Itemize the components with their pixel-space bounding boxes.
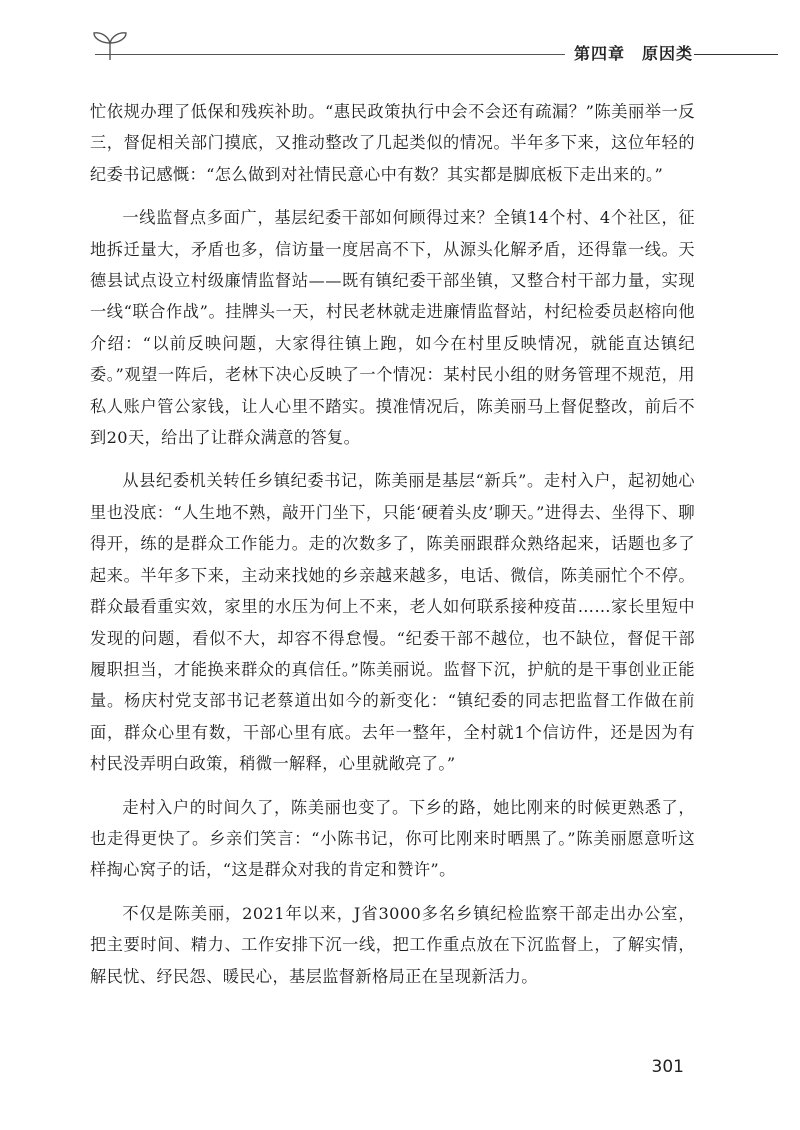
header-rule-right [694, 54, 778, 55]
paragraph-3: 从县纪委机关转任乡镇纪委书记，陈美丽是基层“新兵”。走村入户，起初她心里也没底：“人生地不熟，敲开门坐下，只能‘硬着头皮’聊天。”进得去、坐得下、聊得开，练的是群众工作能力。走的次数多了，陈美丽跟群众熟络起来，话题也多了起来。半年多下来，主动来找她的乡亲越来越多，电话、微信，陈美丽忙个不停。群众最看重实效，家里的水压为何上不来，老人如何联系接种疫苗……家长里短中发现的问题，看似不大，却容不得怠慢。“纪委干部不越位，也不缺位，督促干部履职担当，才能换来群众的真信任。”陈美丽说。监督下沉，护航的是干事创业正能量。杨庆村党支部书记老蔡道出如今的新变化：“镇纪委的同志把监督工作做在前面，群众心里有数，干部心里有底。去年一整年，全村就1个信访件，还是因为有村民没弄明白政策，稍微一解释，心里就敞亮了。” [90, 471, 695, 774]
chapter-title: 第四章 原因类 [574, 44, 694, 63]
page-number: 301 [651, 1057, 684, 1077]
sprout-icon [88, 28, 132, 62]
page-header [0, 0, 800, 90]
paragraph-2: 一线监督点多面广，基层纪委干部如何顾得过来？全镇14个村、4个社区，征地拆迁量大，矛盾也多，信访量一度居高不下，从源头化解矛盾，还得靠一线。天德县试点设立村级廉情监督站——既有镇纪委干部坐镇，又整合村干部力量，实现一线“联合作战”。挂牌头一天，村民老林就走进廉情监督站，村纪检委员赵榕向他介绍：“以前反映问题，大家得往镇上跑，如今在村里反映情况，就能直达镇纪委。”观望一阵后，老林下决心反映了一个情况：某村民小组的财务管理不规范，用私人账户管公家钱，让人心里不踏实。摸准情况后，陈美丽马上督促整改，前后不到20天，给出了让群众满意的答复。 [90, 208, 695, 448]
paragraph-1: 忙依规办理了低保和残疾补助。“惠民政策执行中会不会还有疏漏？”陈美丽举一反三，督促相关部门摸底，又推动整改了几起类似的情况。半年多下来，这位年轻的纪委书记感慨：“怎么做到对社情民意心中有数？其实都是脚底板下走出来的。” [90, 102, 695, 184]
paragraph-4: 走村入户的时间久了，陈美丽也变了。下乡的路，她比刚来的时候更熟悉了，也走得更快了。乡亲们笑言：“小陈书记，你可比刚来时晒黑了。”陈美丽愿意听这样掏心窝子的话，“这是群众对我的肯定和赞许”。 [90, 797, 695, 880]
body-text [90, 96, 695, 1004]
header-rule-left [95, 54, 565, 55]
paragraph-5: 不仅是陈美丽，2021年以来，J省3000多名乡镇纪检监察干部走出办公室，把主要时间、精力、工作安排下沉一线，把工作重点放在下沉监督上，了解实情，解民忧、纾民怨、暖民心，基层监督新格局正在呈现新活力。 [90, 903, 695, 986]
